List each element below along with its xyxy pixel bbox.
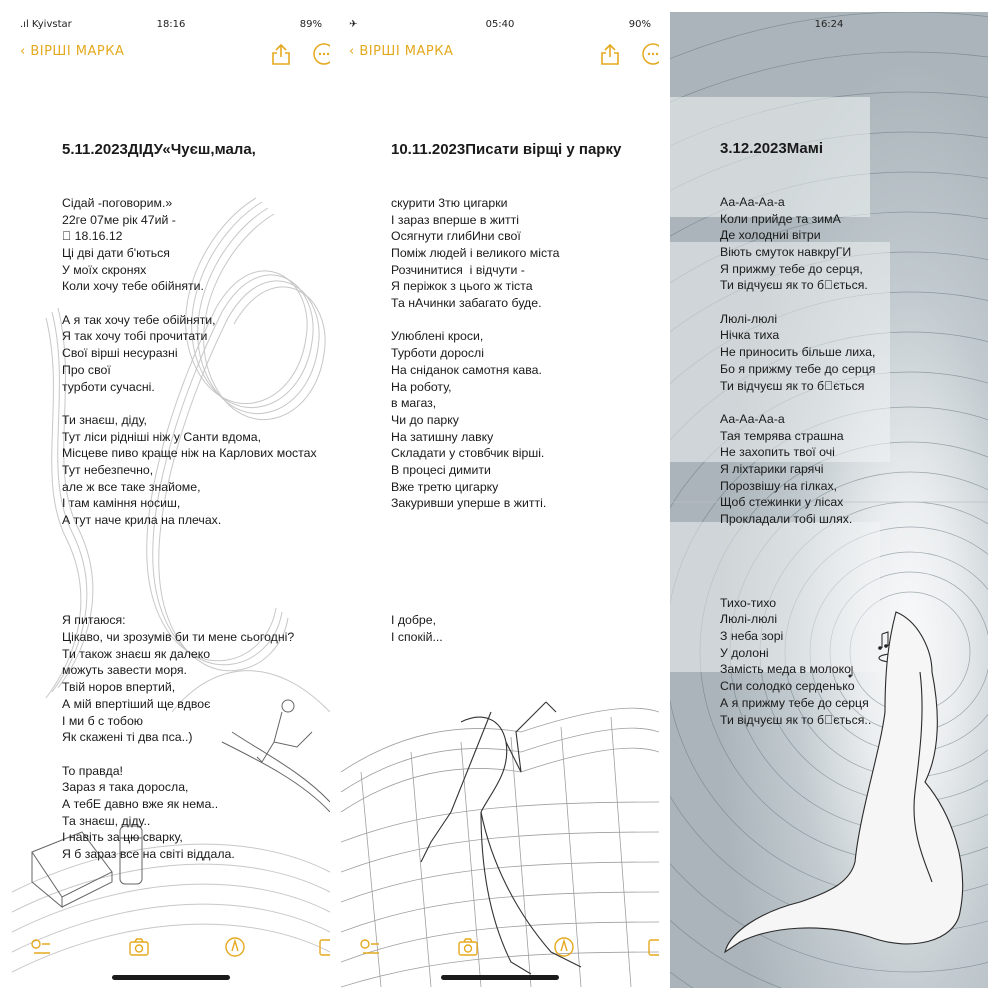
note-line: але ж все таке знайоме, bbox=[62, 479, 201, 494]
note-line: Місцеве пиво краще ніж на Карлових мостах bbox=[62, 446, 317, 461]
note-line: Ти знаєш, діду, bbox=[62, 412, 147, 427]
note-line: То правда! bbox=[62, 763, 123, 778]
note-line:   18.16.12 bbox=[62, 229, 123, 244]
note-line: Улюблені кроси, bbox=[391, 329, 484, 344]
note-line: Де холодниі вітри bbox=[720, 228, 821, 243]
note-line: В процесі димити bbox=[391, 463, 491, 478]
note-line: Нічка тиха bbox=[720, 328, 780, 343]
note-line: Люлі-люлі bbox=[720, 311, 778, 326]
note-line: Я періжок з цього ж тіста bbox=[391, 279, 533, 294]
note-line: І ми б с тобою bbox=[62, 713, 144, 728]
camera-icon[interactable] bbox=[457, 936, 479, 958]
note-lines bbox=[720, 194, 988, 728]
note-line: У долоні bbox=[720, 645, 769, 660]
note-line: Я так хочу тобі прочитати bbox=[62, 329, 208, 344]
status-bar bbox=[341, 12, 659, 36]
bottom-toolbar bbox=[341, 928, 659, 988]
note-line: Аа-Аа-Аа-а bbox=[720, 411, 785, 426]
note-title: 3.12.2023Мамі bbox=[720, 140, 824, 158]
note-line: Зараз я така доросла, bbox=[62, 780, 189, 795]
note-line: Розчинитися і відчути - bbox=[391, 262, 525, 277]
note-lines bbox=[62, 195, 330, 863]
note-line bbox=[720, 545, 988, 562]
navigation-bar bbox=[341, 40, 659, 70]
note-line: З неба зорі bbox=[720, 629, 784, 643]
clock: 05:40 bbox=[485, 19, 515, 30]
note-line: Сідай -поговорим.» bbox=[62, 195, 173, 210]
note-line bbox=[391, 512, 659, 529]
note-line: Порозвішу на гілках, bbox=[720, 478, 838, 493]
bottom-toolbar bbox=[12, 928, 330, 988]
note-line: І там каміння носиш, bbox=[62, 496, 181, 511]
note-line: Цікаво, чи зрозумів би ти мене сьогодні? bbox=[62, 629, 295, 644]
compose-icon[interactable] bbox=[647, 936, 659, 958]
note-line bbox=[720, 578, 988, 595]
note-line: У моїх скронях bbox=[62, 262, 147, 277]
note-line: Тая темрява страшна bbox=[720, 428, 844, 443]
note-line bbox=[720, 528, 988, 545]
note-line: Не приносить більше лиха, bbox=[720, 345, 876, 360]
note-body[interactable] bbox=[62, 107, 330, 896]
note-line: Я питаюся: bbox=[62, 613, 126, 628]
note-line: Поміж людей і великого міста bbox=[391, 245, 560, 260]
note-screen-3 bbox=[670, 12, 988, 988]
note-line: Я ліхтарики гарячі bbox=[720, 462, 824, 477]
share-icon[interactable] bbox=[270, 42, 292, 66]
note-line: Як скажені ті два пса..) bbox=[62, 730, 193, 745]
more-icon[interactable] bbox=[312, 42, 330, 66]
note-line bbox=[62, 562, 330, 579]
note-line: Я б зараз все на світі віддала. bbox=[62, 847, 235, 862]
note-line: Ти відчуєш як то б ється bbox=[720, 378, 865, 393]
note-line: А я так хочу тебе обійняти, bbox=[62, 312, 216, 327]
note-line: Про свої bbox=[62, 362, 111, 377]
note-line: І навіть за цю сварку, bbox=[62, 830, 183, 845]
back-button-label: ВІРШІ МАРКА bbox=[30, 44, 125, 59]
note-line: Складати у стовбчик вірші. bbox=[391, 446, 545, 461]
note-line: І зараз вперше в житті bbox=[391, 212, 519, 227]
home-indicator[interactable] bbox=[112, 975, 230, 980]
back-button-label: ВІРШІ МАРКА bbox=[359, 44, 454, 59]
note-line: А мій впертіший ще вдвоє bbox=[62, 696, 211, 711]
note-line bbox=[720, 561, 988, 578]
note-line: А я прижму тебе до серця bbox=[720, 695, 869, 710]
note-line bbox=[62, 395, 330, 412]
note-line bbox=[62, 546, 330, 563]
note-line: Закуривши уперше в житті. bbox=[391, 496, 547, 511]
note-line bbox=[62, 529, 330, 546]
note-screen-1 bbox=[12, 12, 330, 988]
note-line bbox=[391, 529, 659, 546]
note-line bbox=[391, 562, 659, 579]
markup-pen-icon[interactable] bbox=[553, 936, 575, 958]
share-icon[interactable] bbox=[599, 42, 621, 66]
status-bar bbox=[670, 12, 988, 36]
note-lines bbox=[391, 195, 659, 646]
note-line: Тут небезпечно, bbox=[62, 463, 154, 478]
note-line: Турботи дорослі bbox=[391, 346, 484, 361]
note-line: Свої вірші несуразні bbox=[62, 346, 178, 361]
note-line: Та нАчинки забагато буде. bbox=[391, 296, 542, 311]
note-line bbox=[391, 579, 659, 596]
note-line: Ці дві дати б'ються bbox=[62, 245, 170, 260]
compose-icon[interactable] bbox=[318, 936, 330, 958]
note-line: Аа-Аа-Аа-а bbox=[720, 194, 785, 209]
note-line: Коли хочу тебе обійняти. bbox=[62, 279, 204, 294]
navigation-bar bbox=[12, 40, 330, 70]
note-body[interactable] bbox=[391, 107, 659, 679]
back-button[interactable]: ‹ ВІРШІ МАРКА bbox=[349, 44, 454, 59]
note-line: Коли прийде та зимА bbox=[720, 211, 841, 226]
note-line: Люлі-люлі bbox=[720, 612, 778, 627]
checklist-icon[interactable] bbox=[359, 936, 381, 958]
note-line: На сніданок самотня кава. bbox=[391, 362, 542, 377]
note-line: На роботу, bbox=[391, 379, 452, 394]
note-line: 22ге 07ме рік 47ий - bbox=[62, 212, 176, 227]
note-line bbox=[62, 746, 330, 763]
battery-percent: 90% bbox=[628, 19, 651, 30]
note-title: 10.11.2023Писати вірщі у парку bbox=[391, 141, 622, 159]
home-indicator[interactable] bbox=[441, 975, 559, 980]
carrier-label: .ıl Kyivstar bbox=[20, 19, 72, 30]
note-line: Тихо-тихо bbox=[720, 595, 777, 610]
note-line bbox=[720, 394, 988, 411]
note-line: Тут ліси рідніші ніж у Санти вдома, bbox=[62, 429, 262, 444]
markup-pen-icon[interactable] bbox=[224, 936, 246, 958]
status-bar bbox=[12, 12, 330, 36]
note-line: Спи солодко серденько bbox=[720, 679, 855, 694]
note-line bbox=[62, 579, 330, 596]
note-line: Не захопить твої очі bbox=[720, 445, 835, 460]
note-line: Вже третю цигарку bbox=[391, 479, 499, 494]
note-line bbox=[391, 596, 659, 613]
airplane-mode-icon: ✈ bbox=[349, 19, 358, 30]
note-line bbox=[391, 546, 659, 563]
note-line: Ти також знаєш як далеко bbox=[62, 646, 211, 661]
note-title: 5.11.2023ДІДУ«Чуєш,мала, bbox=[62, 141, 256, 159]
note-line bbox=[62, 295, 330, 312]
note-line: турботи сучасні. bbox=[62, 379, 155, 394]
note-body[interactable] bbox=[720, 106, 988, 762]
clock: 18:16 bbox=[156, 19, 186, 30]
note-line: Бо я прижму тебе до серця bbox=[720, 361, 876, 376]
note-screen-2 bbox=[341, 12, 659, 988]
note-line: Ти відчуєш як то б ється. bbox=[720, 278, 868, 293]
note-line: Чи до парку bbox=[391, 412, 459, 427]
note-line bbox=[391, 312, 659, 329]
note-line: в магаз, bbox=[391, 396, 437, 411]
back-button[interactable]: ‹ ВІРШІ МАРКА bbox=[20, 44, 125, 59]
note-line: На затишну лавку bbox=[391, 429, 494, 444]
note-line: Осягнути глибИни свої bbox=[391, 229, 521, 244]
clock: 16:24 bbox=[814, 19, 844, 30]
note-line: Ти відчуєш як то б ється.. bbox=[720, 712, 872, 727]
note-line: можуть завести моря. bbox=[62, 663, 187, 678]
note-line: І спокій... bbox=[391, 629, 443, 644]
camera-icon[interactable] bbox=[128, 936, 150, 958]
note-line: Щоб стежинки у лісах bbox=[720, 495, 844, 510]
note-line: Прокладали тобі шлях. bbox=[720, 512, 853, 527]
note-line: Я прижму тебе до серця, bbox=[720, 261, 863, 276]
note-line: А тут наче крила на плечах. bbox=[62, 513, 222, 528]
note-line: Замість меда в молоко bbox=[720, 662, 851, 677]
note-line bbox=[720, 294, 988, 311]
note-line: Твій норов впертий, bbox=[62, 680, 176, 695]
checklist-icon[interactable] bbox=[30, 936, 52, 958]
note-line: скурити 3тю цигарки bbox=[391, 195, 508, 210]
note-line bbox=[62, 596, 330, 613]
note-line: А тебЕ давно вже як нема.. bbox=[62, 797, 219, 811]
battery-percent: 89% bbox=[299, 19, 322, 30]
note-line: Та знаєш, діду.. bbox=[62, 813, 151, 828]
note-line: Віють смуток навкруГИ bbox=[720, 244, 852, 259]
more-icon[interactable] bbox=[641, 42, 659, 66]
note-line: І добре, bbox=[391, 613, 436, 628]
